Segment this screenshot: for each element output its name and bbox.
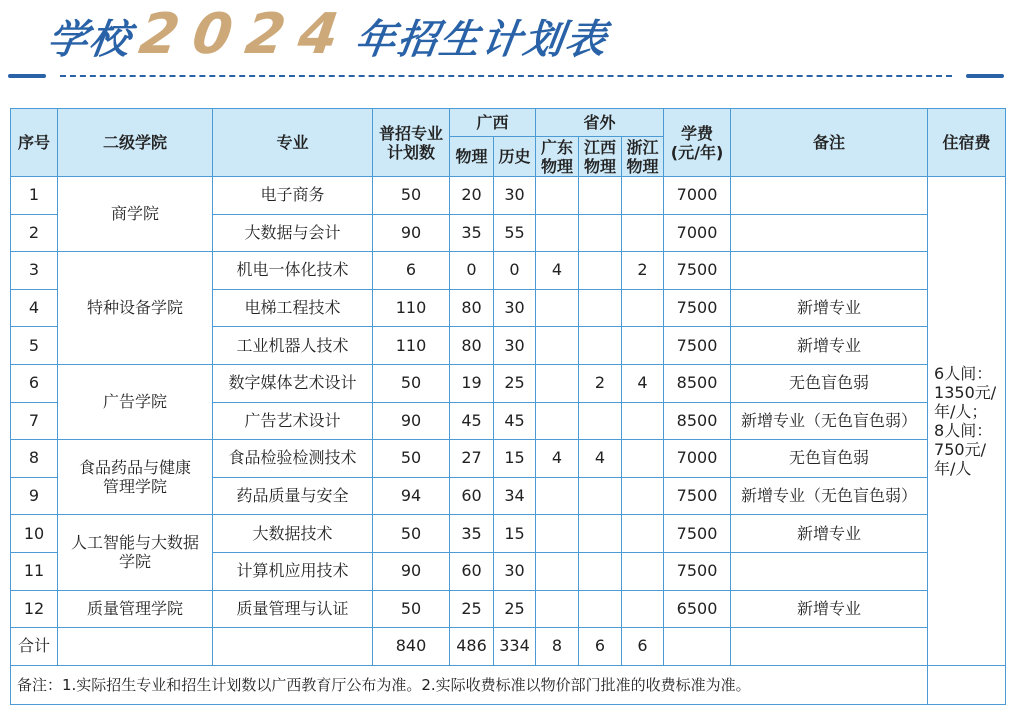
cell-total-college xyxy=(58,628,213,666)
cell-gx-physics: 20 xyxy=(450,177,494,215)
cell-jiangxi xyxy=(579,402,622,440)
cell-fee: 7500 xyxy=(664,552,731,590)
cell-gx-history: 45 xyxy=(494,402,536,440)
divider-cap-right xyxy=(966,74,1004,78)
cell-college: 特种设备学院 xyxy=(58,252,213,365)
title-suffix: 年招生计划表 xyxy=(352,17,611,63)
cell-jiangxi xyxy=(579,590,622,628)
cell-fee: 6500 xyxy=(664,590,731,628)
cell-plan: 50 xyxy=(373,590,450,628)
table-row xyxy=(11,515,1006,553)
header-fee-line1: 学费 xyxy=(681,123,714,143)
cell-guangdong xyxy=(536,552,579,590)
cell-major: 数字媒体艺术设计 xyxy=(213,364,373,402)
header-seq: 序号 xyxy=(11,109,58,177)
cell-plan: 50 xyxy=(373,364,450,402)
header-jx-line2: 物理 xyxy=(584,156,617,176)
cell-jiangxi: 4 xyxy=(579,440,622,478)
cell-college: 广告学院 xyxy=(58,364,213,439)
cell-gx-physics: 25 xyxy=(450,590,494,628)
cell-zhejiang xyxy=(622,440,664,478)
cell-zhejiang: 4 xyxy=(622,364,664,402)
cell-gx-history: 55 xyxy=(494,214,536,252)
cell-remark: 无色盲色弱 xyxy=(731,364,928,402)
cell-zhejiang xyxy=(622,477,664,515)
cell-remark: 新增专业（无色盲色弱） xyxy=(731,402,928,440)
cell-remark: 新增专业 xyxy=(731,515,928,553)
cell-remark xyxy=(731,214,928,252)
header-zhejiang xyxy=(622,137,664,177)
header-fee-line2: (元/年) xyxy=(670,142,724,162)
cell-guangdong xyxy=(536,364,579,402)
cell-total-major xyxy=(213,628,373,666)
dorm-line: 8人间： xyxy=(934,420,993,440)
cell-total-guangdong: 8 xyxy=(536,628,579,666)
cell-seq: 8 xyxy=(11,440,58,478)
cell-college: 商学院 xyxy=(58,177,213,252)
cell-fee: 7500 xyxy=(664,252,731,290)
cell-plan: 110 xyxy=(373,327,450,365)
cell-guangdong xyxy=(536,402,579,440)
cell-remark: 无色盲色弱 xyxy=(731,440,928,478)
cell-zhejiang xyxy=(622,402,664,440)
cell-major: 电子商务 xyxy=(213,177,373,215)
divider-dash xyxy=(60,75,952,77)
cell-jiangxi xyxy=(579,477,622,515)
college-line: 人工智能与大数据 xyxy=(70,533,199,553)
cell-jiangxi xyxy=(579,177,622,215)
cell-gx-physics: 45 xyxy=(450,402,494,440)
cell-fee: 7000 xyxy=(664,177,731,215)
dorm-line: 750元/ xyxy=(934,439,986,459)
cell-plan: 94 xyxy=(373,477,450,515)
header-guangxi: 广西 xyxy=(450,109,536,137)
cell-zhejiang xyxy=(622,289,664,327)
header-major: 专业 xyxy=(213,109,373,177)
footnote-dorm-cell xyxy=(928,665,1006,704)
cell-fee: 7500 xyxy=(664,327,731,365)
header-guangdong xyxy=(536,137,579,177)
cell-dorm-fee xyxy=(928,177,1006,666)
cell-guangdong xyxy=(536,214,579,252)
page-title xyxy=(44,2,611,72)
cell-remark xyxy=(731,552,928,590)
cell-seq: 6 xyxy=(11,364,58,402)
dorm-line: 1350元/ xyxy=(934,382,997,402)
header-dorm: 住宿费 xyxy=(928,109,1006,177)
footnote-row xyxy=(11,665,1006,704)
cell-fee: 7500 xyxy=(664,477,731,515)
dorm-line: 年/人； xyxy=(934,401,988,421)
cell-gx-physics: 60 xyxy=(450,552,494,590)
header-outside: 省外 xyxy=(536,109,664,137)
cell-gx-physics: 80 xyxy=(450,327,494,365)
cell-major: 广告艺术设计 xyxy=(213,402,373,440)
title-year: 2024 xyxy=(135,2,357,67)
cell-zhejiang xyxy=(622,214,664,252)
cell-guangdong xyxy=(536,515,579,553)
cell-plan: 50 xyxy=(373,177,450,215)
cell-guangdong: 4 xyxy=(536,252,579,290)
cell-remark xyxy=(731,252,928,290)
cell-zhejiang: 2 xyxy=(622,252,664,290)
cell-remark: 新增专业 xyxy=(731,327,928,365)
cell-jiangxi xyxy=(579,289,622,327)
table-row xyxy=(11,590,1006,628)
cell-seq: 3 xyxy=(11,252,58,290)
cell-gx-history: 30 xyxy=(494,327,536,365)
cell-seq: 5 xyxy=(11,327,58,365)
cell-college xyxy=(58,440,213,515)
cell-gx-history: 25 xyxy=(494,590,536,628)
cell-fee: 8500 xyxy=(664,402,731,440)
cell-guangdong xyxy=(536,289,579,327)
cell-fee: 7500 xyxy=(664,289,731,327)
header-fee xyxy=(664,109,731,177)
header-gx-physics: 物理 xyxy=(450,137,494,177)
header-plan-line2: 计划数 xyxy=(386,142,435,162)
cell-guangdong xyxy=(536,327,579,365)
cell-gx-history: 30 xyxy=(494,289,536,327)
cell-seq: 4 xyxy=(11,289,58,327)
cell-gx-history: 30 xyxy=(494,552,536,590)
table-row xyxy=(11,364,1006,402)
cell-total-fee xyxy=(664,628,731,666)
header-gd-line1: 广东 xyxy=(541,137,574,157)
cell-seq: 12 xyxy=(11,590,58,628)
cell-college: 质量管理学院 xyxy=(58,590,213,628)
cell-fee: 7000 xyxy=(664,214,731,252)
cell-seq: 11 xyxy=(11,552,58,590)
college-line: 学院 xyxy=(118,552,151,572)
cell-seq: 1 xyxy=(11,177,58,215)
divider-cap-left xyxy=(8,74,46,78)
cell-total-zhejiang: 6 xyxy=(622,628,664,666)
header-plan xyxy=(373,109,450,177)
cell-major: 电梯工程技术 xyxy=(213,289,373,327)
dorm-line: 年/人 xyxy=(934,458,972,478)
cell-major: 大数据与会计 xyxy=(213,214,373,252)
header-zj-line1: 浙江 xyxy=(626,137,659,157)
header-jiangxi xyxy=(579,137,622,177)
table-row xyxy=(11,440,1006,478)
cell-zhejiang xyxy=(622,327,664,365)
cell-seq: 2 xyxy=(11,214,58,252)
enrollment-plan-table xyxy=(10,108,1006,705)
cell-major: 大数据技术 xyxy=(213,515,373,553)
header-remark: 备注 xyxy=(731,109,928,177)
cell-zhejiang xyxy=(622,515,664,553)
cell-plan: 50 xyxy=(373,515,450,553)
college-line: 食品药品与健康 xyxy=(78,458,191,478)
footnote: 备注：1.实际招生专业和招生计划数以广西教育厅公布为准。2.实际收费标准以物价部门批准的收费标准为准。 xyxy=(11,665,928,704)
cell-jiangxi xyxy=(579,214,622,252)
header-zj-line2: 物理 xyxy=(626,156,659,176)
cell-major: 食品检验检测技术 xyxy=(213,440,373,478)
total-row xyxy=(11,628,1006,666)
cell-total-jiangxi: 6 xyxy=(579,628,622,666)
cell-jiangxi xyxy=(579,515,622,553)
cell-plan: 50 xyxy=(373,440,450,478)
cell-plan: 6 xyxy=(373,252,450,290)
cell-gx-physics: 60 xyxy=(450,477,494,515)
cell-gx-history: 15 xyxy=(494,440,536,478)
cell-plan: 90 xyxy=(373,552,450,590)
header-college: 二级学院 xyxy=(58,109,213,177)
table-row xyxy=(11,177,1006,215)
cell-jiangxi xyxy=(579,552,622,590)
cell-zhejiang xyxy=(622,177,664,215)
cell-fee: 7500 xyxy=(664,515,731,553)
cell-guangdong: 4 xyxy=(536,440,579,478)
header-plan-line1: 普招专业 xyxy=(378,123,443,143)
cell-seq: 7 xyxy=(11,402,58,440)
cell-seq: 9 xyxy=(11,477,58,515)
cell-major: 工业机器人技术 xyxy=(213,327,373,365)
title-divider xyxy=(8,74,1004,78)
header-gx-history: 历史 xyxy=(494,137,536,177)
dorm-line: 6人间： xyxy=(934,363,993,383)
cell-total-label: 合计 xyxy=(11,628,58,666)
cell-total-plan: 840 xyxy=(373,628,450,666)
cell-total-gx-history: 334 xyxy=(494,628,536,666)
cell-gx-physics: 80 xyxy=(450,289,494,327)
cell-zhejiang xyxy=(622,552,664,590)
header-gd-line2: 物理 xyxy=(541,156,574,176)
cell-gx-physics: 19 xyxy=(450,364,494,402)
cell-remark: 新增专业 xyxy=(731,590,928,628)
cell-zhejiang xyxy=(622,590,664,628)
cell-guangdong xyxy=(536,590,579,628)
cell-remark: 新增专业 xyxy=(731,289,928,327)
cell-gx-physics: 0 xyxy=(450,252,494,290)
title-prefix: 学校 xyxy=(44,17,135,63)
cell-plan: 90 xyxy=(373,214,450,252)
cell-jiangxi xyxy=(579,327,622,365)
college-line: 管理学院 xyxy=(102,477,167,497)
table-row xyxy=(11,252,1006,290)
cell-major: 机电一体化技术 xyxy=(213,252,373,290)
cell-seq: 10 xyxy=(11,515,58,553)
cell-total-gx-physics: 486 xyxy=(450,628,494,666)
cell-gx-history: 34 xyxy=(494,477,536,515)
cell-gx-history: 25 xyxy=(494,364,536,402)
cell-fee: 7000 xyxy=(664,440,731,478)
cell-plan: 90 xyxy=(373,402,450,440)
cell-college xyxy=(58,515,213,590)
cell-jiangxi: 2 xyxy=(579,364,622,402)
cell-guangdong xyxy=(536,477,579,515)
cell-fee: 8500 xyxy=(664,364,731,402)
header-jx-line1: 江西 xyxy=(584,137,617,157)
cell-gx-physics: 35 xyxy=(450,515,494,553)
cell-guangdong xyxy=(536,177,579,215)
cell-gx-physics: 35 xyxy=(450,214,494,252)
cell-jiangxi xyxy=(579,252,622,290)
cell-gx-physics: 27 xyxy=(450,440,494,478)
cell-major: 质量管理与认证 xyxy=(213,590,373,628)
cell-major: 药品质量与安全 xyxy=(213,477,373,515)
cell-gx-history: 30 xyxy=(494,177,536,215)
cell-gx-history: 0 xyxy=(494,252,536,290)
cell-remark xyxy=(731,177,928,215)
cell-gx-history: 15 xyxy=(494,515,536,553)
cell-total-remark xyxy=(731,628,928,666)
cell-plan: 110 xyxy=(373,289,450,327)
cell-major: 计算机应用技术 xyxy=(213,552,373,590)
cell-remark: 新增专业（无色盲色弱） xyxy=(731,477,928,515)
